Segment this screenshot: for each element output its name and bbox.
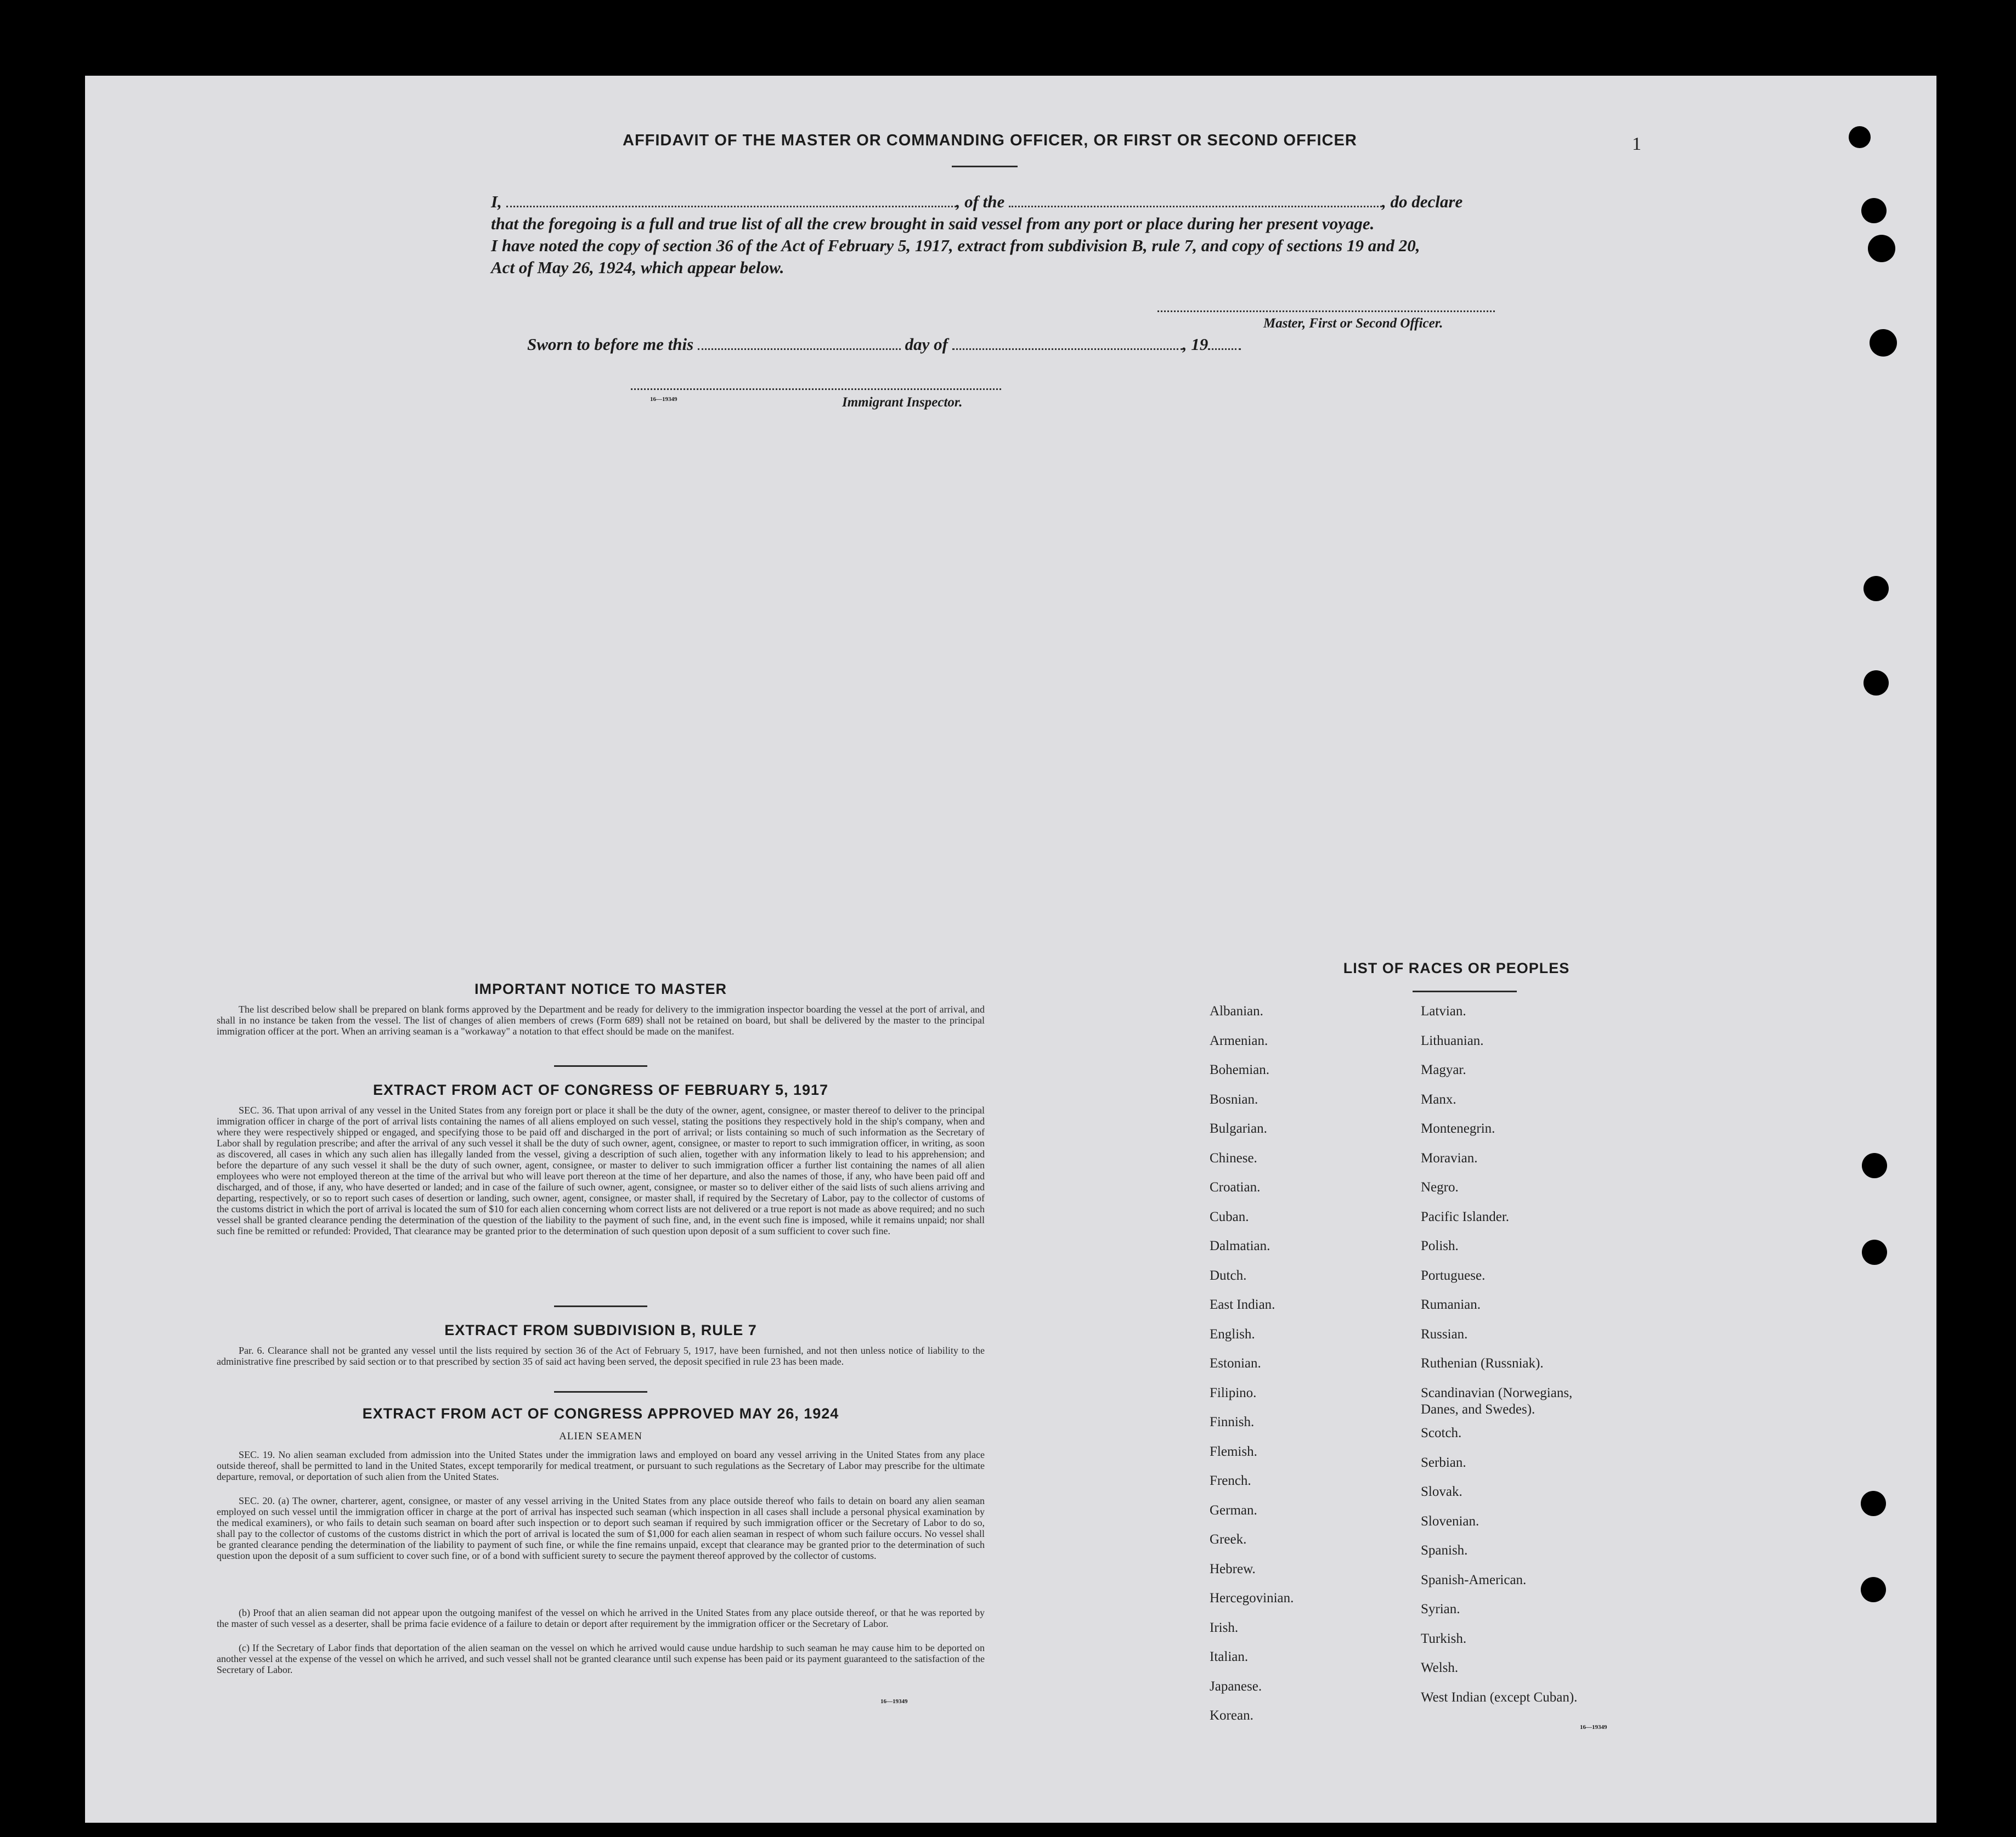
race-item-right: Spanish. bbox=[1421, 1543, 1468, 1558]
punch-hole bbox=[1862, 1153, 1887, 1178]
race-item-right: Pacific Islander. bbox=[1421, 1209, 1510, 1224]
punch-hole bbox=[1849, 126, 1871, 148]
race-item-right: Welsh. bbox=[1421, 1660, 1459, 1675]
race-item-left: Albanian. bbox=[1210, 1004, 1263, 1019]
year-blank[interactable] bbox=[1208, 348, 1241, 350]
declare-label: , do declare bbox=[1382, 192, 1463, 211]
sec-20b-text: (b) Proof that an alien seaman did not appear upon the outgoing manifest of the vessel on which he arrived in the United States from any place outside thereof, or that he was reported by the master of such vessel as a deserter, shall be prima facie evidence of a failure to detain or deport after requirement by the immigration officer or the Secretary of Labor. bbox=[217, 1607, 985, 1629]
race-item-right: Spanish-American. bbox=[1421, 1572, 1527, 1587]
race-item-right: Slovak. bbox=[1421, 1484, 1462, 1499]
race-item-left: Chinese. bbox=[1210, 1150, 1257, 1166]
of-the-label: , of the bbox=[956, 192, 1005, 211]
punch-hole bbox=[1861, 1577, 1886, 1602]
affidavit-line-2: that the foregoing is a full and true list of all the crew brought in said vessel from any port or place during her present voyage. bbox=[491, 214, 1375, 233]
race-item-left: Italian. bbox=[1210, 1649, 1249, 1664]
divider bbox=[554, 1391, 647, 1393]
race-item-right: Ruthenian (Russniak). bbox=[1421, 1356, 1544, 1371]
race-item-right: Serbian. bbox=[1421, 1455, 1466, 1470]
race-item-right: Rumanian. bbox=[1421, 1297, 1481, 1312]
punch-hole bbox=[1861, 1491, 1886, 1516]
race-item-left: Bohemian. bbox=[1210, 1062, 1270, 1077]
punch-hole bbox=[1868, 235, 1895, 262]
sec-19-text: SEC. 19. No alien seaman excluded from admission into the United States under the immigration laws and employed on board any vessel arriving in the United States from any place outside thereof, shall be permitted to land in the United States, except temporarily for medical treatment, or pursuant to such regulations as the Secretary of Labor may prescribe for the ultimate departure, removal, or deportation of such alien from the United States. bbox=[217, 1449, 985, 1482]
extract-1917-text: SEC. 36. That upon arrival of any vessel in the United States from any foreign port or place it shall be the duty of the owner, agent, consignee, or master thereof to deliver to the principal immigration officer in charge of the port of arrival lists containing the names of all aliens employed on such vessel, stating the positions they respectively hold in the ship's company, when and where they were respectively shipped or engaged, and specifying those to be paid off and discharged in the port of arrival; or lists containing so much of such information as the Secretary of Labor shall by regulation prescribe; and after the arrival of any such vessel it shall be the duty of such owner, agent, consignee, or master to report to such immigration officer, in writing, as soon as discovered, all cases in which any such alien has illegally landed from the vessel, giving a description of such alien, together with any information likely to lead to his apprehension; and before the departure of any such vessel it shall be the duty of such owner, agent, consignee, or master to deliver to such immigration officer a further list containing the names of all alien employees who were not employed thereon at the time of the arrival but who will leave port thereon at the time of her departure, and also the names of those, if any, who have been paid off and discharged, and of those, if any, who have deserted or landed; and in case of the failure of such owner, agent, consignee, or master so to deliver either of the said lists of such aliens arriving and departing, respectively, or so to report such cases of desertion or landing, such owner, agent, consignee, or master shall, if required by the Secretary of Labor, pay to the collector of customs of the customs district in which the port of arrival is located the sum of $10 for each alien concerning whom correct lists are not delivered or a true report is not made as above required; and no such vessel shall be granted clearance pending the determination of the question of the liability to the payment of such fine, and, in the event such fine is imposed, while it remains unpaid; nor shall such fine be remitted or refunded: Provided, That clearance may be granted prior to the determination of such question upon deposit of a sum sufficient to cover such fine. bbox=[217, 1105, 985, 1236]
extract-form-number: 16—19349 bbox=[880, 1698, 908, 1705]
month-blank[interactable] bbox=[952, 348, 1183, 350]
race-item-right: Slovenian. bbox=[1421, 1513, 1479, 1529]
race-item-left: Hercegovinian. bbox=[1210, 1591, 1294, 1606]
rule-7-title: EXTRACT FROM SUBDIVISION B, RULE 7 bbox=[444, 1322, 757, 1338]
divider bbox=[554, 1065, 647, 1067]
race-item-left: Flemish. bbox=[1210, 1444, 1257, 1459]
races-title-underline bbox=[1413, 991, 1517, 992]
sec-20a-text: SEC. 20. (a) The owner, charterer, agent, consignee, or master of any vessel arriving in the United States from any place outside thereof who fails to detain on board any alien seaman employed on such vessel until the immigration officer in charge at the port of arrival has inspected such seaman (which inspection in all cases shall include a personal physical examination by the medical examiners), or who fails to detain such seaman on board after such inspection or to deport such seaman if required by such immigration officer or the Secretary of Labor to do so, shall pay to the collector of customs of the customs district in which the port of arrival is located the sum of $1,000 for each alien seaman in respect of whom such failure occurs. No vessel shall be granted clearance pending the determination of the liability to payment of such fine, or while the fine remains unpaid, except that clearance may be granted prior to the determination of such question upon the deposit of a sum sufficient to cover such fine, or of a bond with sufficient surety to secure the payment thereof approved by the collector of customs. bbox=[217, 1495, 985, 1561]
race-item-left: Dalmatian. bbox=[1210, 1239, 1270, 1253]
document-sheet bbox=[85, 76, 1936, 1823]
race-item-left: German. bbox=[1210, 1502, 1257, 1518]
race-item-left: Bulgarian. bbox=[1210, 1121, 1267, 1136]
race-item-right: Scandinavian (Norwegians, bbox=[1421, 1385, 1573, 1400]
day-of-label: day of bbox=[905, 335, 948, 354]
rule-7-text: Par. 6. Clearance shall not be granted any vessel until the lists required by section 36 of the Act of February 5, 1917, have been furnished, and not then unless notice of liability to the administrative fine prescribed by said section or to that prescribed by section 35 of said act having been served, the deposit specified in rule 23 has been made. bbox=[217, 1345, 985, 1367]
punch-hole bbox=[1863, 670, 1889, 696]
race-item-right: Moravian. bbox=[1421, 1150, 1478, 1166]
race-item-left: English. bbox=[1210, 1326, 1255, 1342]
notice-title: IMPORTANT NOTICE TO MASTER bbox=[475, 981, 727, 997]
day-blank[interactable] bbox=[698, 348, 901, 350]
inspector-signature-blank[interactable] bbox=[631, 388, 1001, 390]
affidavit-form-number: 16—19349 bbox=[650, 396, 677, 403]
race-item-right: Turkish. bbox=[1421, 1631, 1467, 1646]
master-caption: Master, First or Second Officer. bbox=[1263, 316, 1443, 331]
page-mark: 1 bbox=[1632, 134, 1641, 154]
race-item-right: Syrian. bbox=[1421, 1602, 1460, 1616]
year-label: , 19 bbox=[1182, 335, 1209, 354]
sec-20c-text: (c) If the Secretary of Labor finds that deportation of the alien seaman on the vessel on which he arrived would cause undue hardship to such seaman he may cause him to be deported on another vessel at the expense of the vessel on which he arrived, and such vessel shall not be granted clearance until such expense has been paid or its payment guaranteed to the satisfaction of the Secretary of Labor. bbox=[217, 1642, 985, 1675]
race-item-right: Polish. bbox=[1421, 1239, 1459, 1253]
i-label: I, bbox=[491, 192, 502, 211]
title-underline bbox=[952, 166, 1018, 167]
divider bbox=[554, 1305, 647, 1307]
affidavit-title: AFFIDAVIT OF THE MASTER OR COMMANDING OFFICER, OR FIRST OR SECOND OFFICER bbox=[623, 132, 1357, 149]
race-item-right: Magyar. bbox=[1421, 1062, 1466, 1077]
notice-text: The list described below shall be prepared on blank forms approved by the Department and be ready for delivery to the immigration inspector boarding the vessel at the port of arrival, and shall in no instance be taken from the vessel. The list of changes of alien members of crews (Form 689) shall not be retained on board, but shall be delivered by the master to the principal immigration officer at the port. When an arriving seaman is a "workaway" a notation to that effect should be made on the manifest. bbox=[217, 1004, 985, 1037]
master-signature-blank[interactable] bbox=[1157, 310, 1495, 312]
race-item-left: Cuban. bbox=[1210, 1209, 1249, 1224]
race-item-left: Croatian. bbox=[1210, 1180, 1261, 1195]
race-item-right: Lithuanian. bbox=[1421, 1033, 1484, 1048]
affidavit-line-4: Act of May 26, 1924, which appear below. bbox=[491, 258, 784, 277]
race-item-left: Finnish. bbox=[1210, 1415, 1255, 1429]
race-item-left: Estonian. bbox=[1210, 1356, 1261, 1371]
race-item-right: Negro. bbox=[1421, 1180, 1459, 1195]
race-item-left: Bosnian. bbox=[1210, 1092, 1258, 1107]
sworn-label: Sworn to before me this bbox=[527, 335, 694, 354]
race-item-right: Russian. bbox=[1421, 1326, 1468, 1342]
race-item-right: Portuguese. bbox=[1421, 1268, 1486, 1283]
vessel-blank[interactable] bbox=[1009, 206, 1382, 207]
race-item-right: Danes, and Swedes). bbox=[1421, 1401, 1535, 1417]
extract-1917-title: EXTRACT FROM ACT OF CONGRESS OF FEBRUARY 5, 1917 bbox=[372, 1082, 829, 1098]
race-item-left: Filipino. bbox=[1210, 1385, 1257, 1400]
name-blank[interactable] bbox=[506, 206, 956, 207]
race-item-left: Hebrew. bbox=[1210, 1561, 1256, 1576]
race-item-right: Latvian. bbox=[1421, 1004, 1466, 1019]
race-item-left: Armenian. bbox=[1210, 1033, 1268, 1048]
race-item-right: Scotch. bbox=[1421, 1426, 1462, 1440]
extract-1924-title: EXTRACT FROM ACT OF CONGRESS APPROVED MAY 26, 1924 bbox=[362, 1405, 839, 1422]
race-item-left: Korean. bbox=[1210, 1708, 1253, 1723]
race-item-left: Japanese. bbox=[1210, 1678, 1262, 1694]
sworn-line bbox=[527, 335, 1558, 354]
affidavit-line-3: I have noted the copy of section 36 of the Act of February 5, 1917, extract from subdivision B, rule 7, and copy of sections 19 and 20, bbox=[491, 236, 1420, 255]
races-title: LIST OF RACES OR PEOPLES bbox=[1343, 960, 1570, 976]
race-item-left: East Indian. bbox=[1210, 1297, 1275, 1312]
punch-hole bbox=[1863, 576, 1889, 601]
extract-1924-subtitle: ALIEN SEAMEN bbox=[559, 1431, 642, 1442]
race-item-left: Dutch. bbox=[1210, 1268, 1247, 1283]
race-item-right: West Indian (except Cuban). bbox=[1421, 1689, 1578, 1705]
race-item-left: Greek. bbox=[1210, 1532, 1247, 1547]
race-item-left: French. bbox=[1210, 1473, 1251, 1488]
race-item-right: Manx. bbox=[1421, 1092, 1456, 1107]
punch-hole bbox=[1862, 1240, 1887, 1265]
punch-hole bbox=[1861, 198, 1887, 223]
punch-hole bbox=[1870, 329, 1897, 357]
race-item-left: Irish. bbox=[1210, 1620, 1239, 1635]
inspector-caption: Immigrant Inspector. bbox=[842, 395, 963, 410]
affidavit-line-1 bbox=[491, 192, 1522, 212]
race-item-right: Montenegrin. bbox=[1421, 1121, 1495, 1136]
races-form-number: 16—19349 bbox=[1580, 1724, 1607, 1731]
